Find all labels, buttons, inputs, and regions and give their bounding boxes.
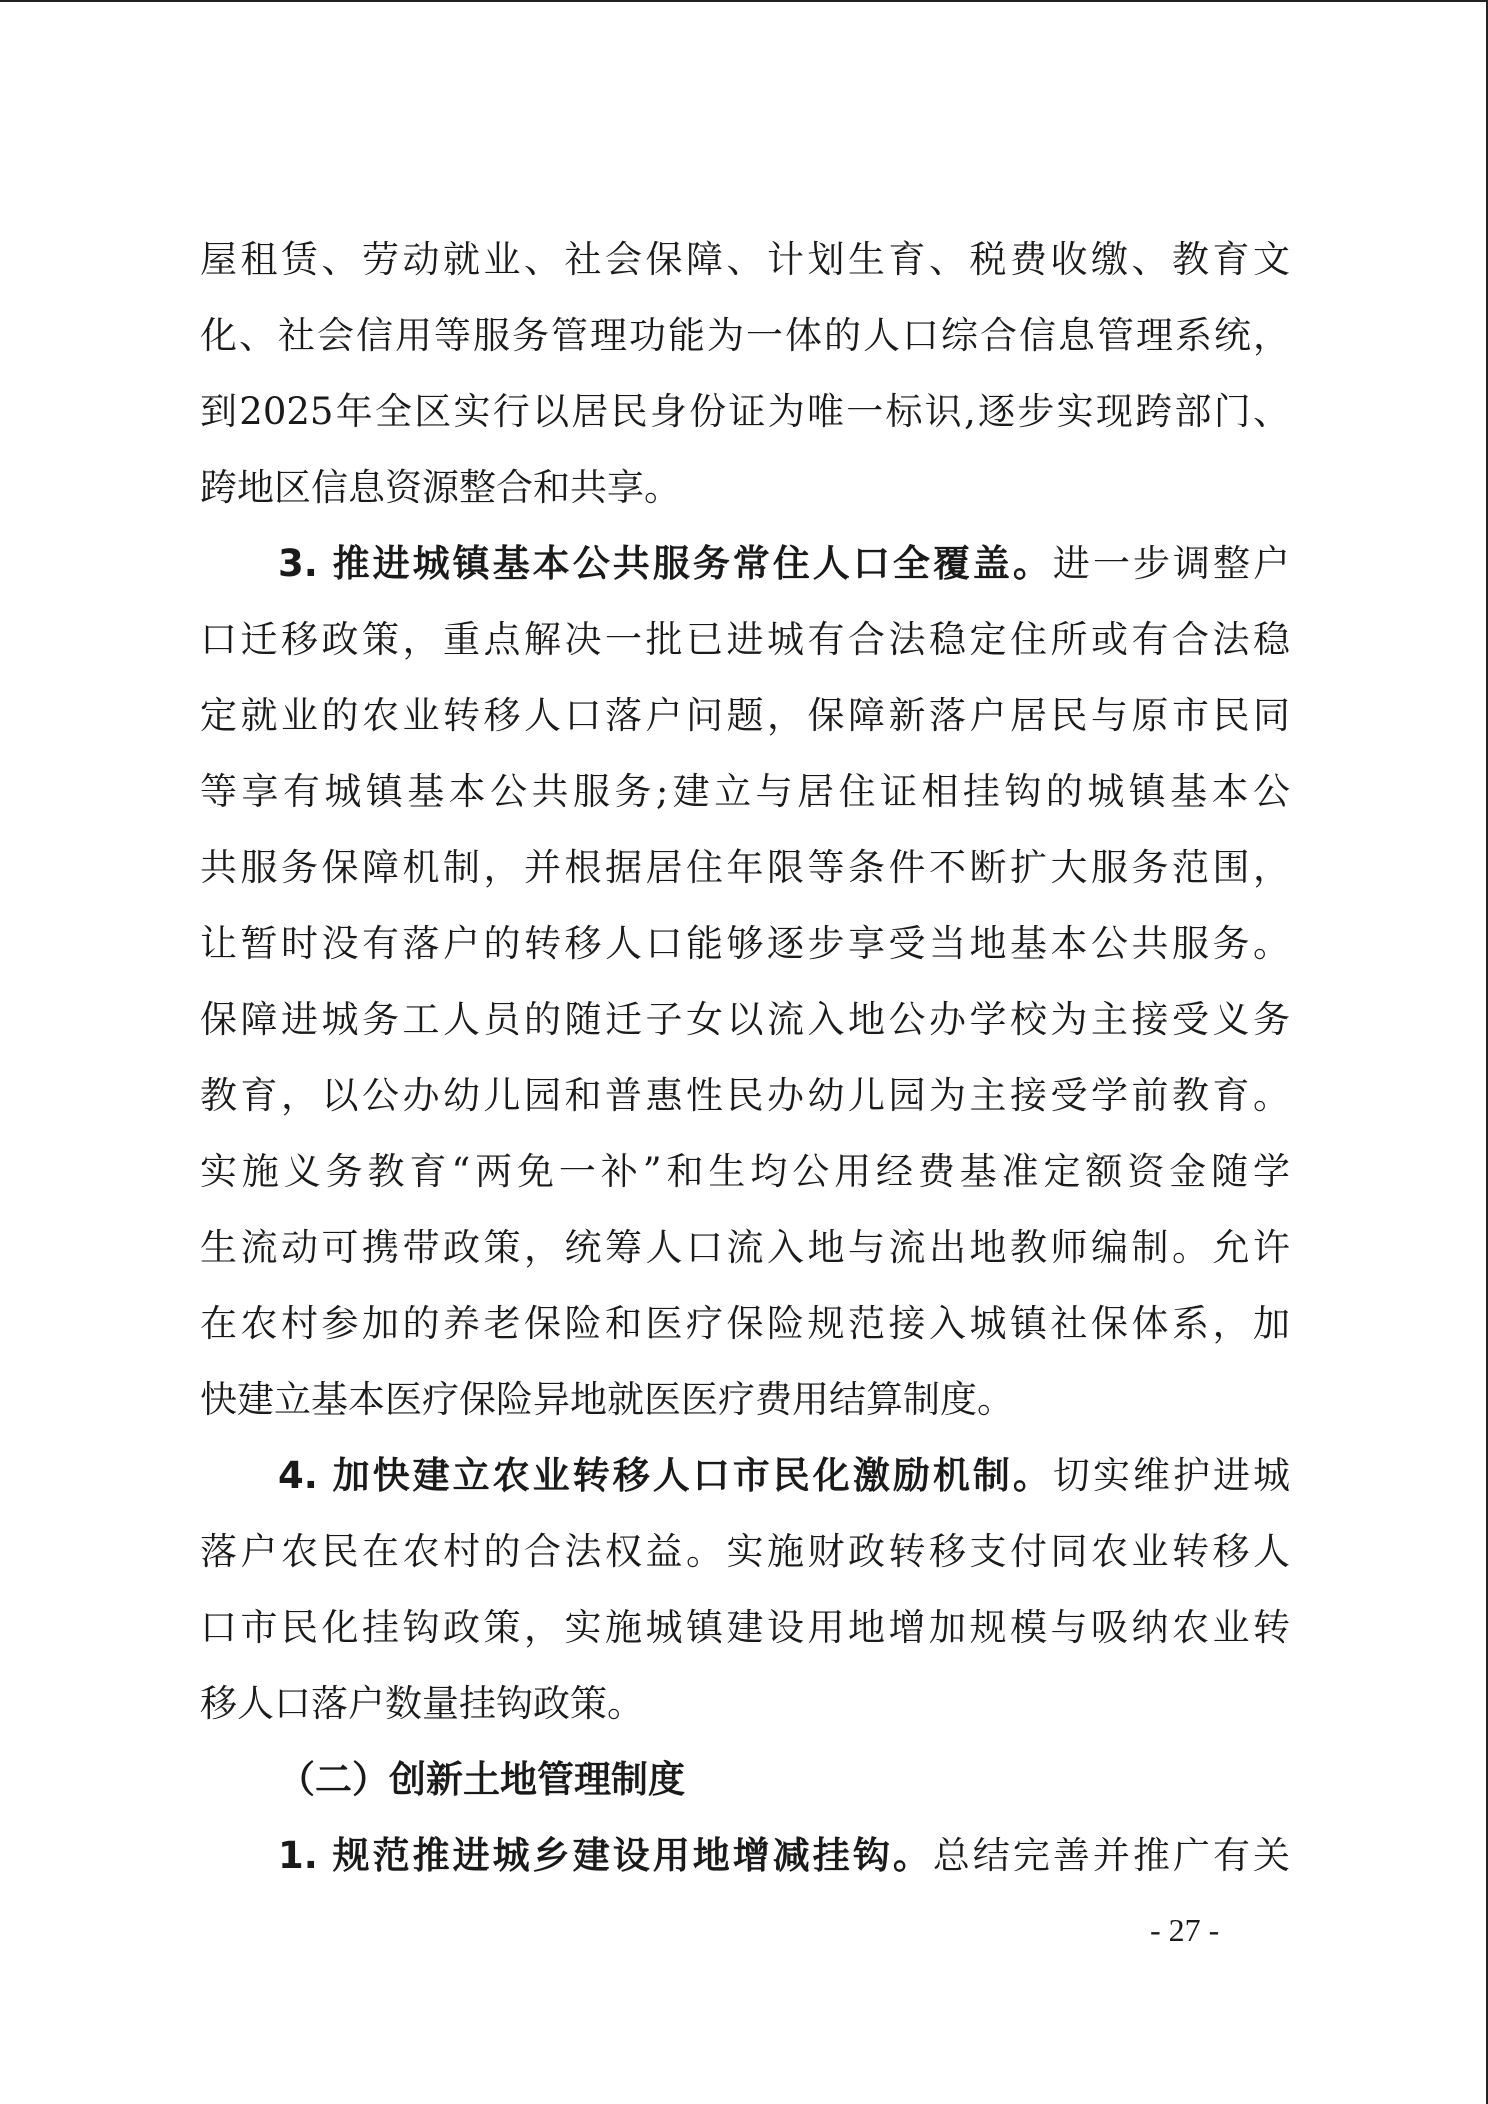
- item-text: 总结完善并推广有关: [932, 1834, 1290, 1877]
- text-line: 跨地区信息资源整合和共享。: [200, 466, 681, 509]
- page-number: - 27 -: [1150, 1912, 1220, 1948]
- text-line: 共服务保障机制，并根据居住年限等条件不断扩大服务范围，: [200, 846, 1290, 889]
- text-line: 快建立基本医疗保险异地就医医疗费用结算制度。: [200, 1378, 1014, 1421]
- text-line: 落户农民在农村的合法权益。实施财政转移支付同农业转移人: [200, 1530, 1290, 1573]
- paragraph-continuation: [200, 222, 1290, 526]
- text-line: 化、社会信用等服务管理功能为一体的人口综合信息管理系统，: [200, 314, 1290, 357]
- text-line: 保障进城务工人员的随迁子女以流入地公办学校为主接受义务: [200, 998, 1290, 1041]
- text-line: 等享有城镇基本公共服务;建立与居住证相挂钩的城镇基本公: [200, 770, 1290, 813]
- text-line: 移人口落户数量挂钩政策。: [200, 1682, 644, 1725]
- item-number: 4.: [278, 1454, 318, 1497]
- section-heading: （二）创新土地管理制度: [278, 1758, 685, 1801]
- text-line: 教育，以公办幼儿园和普惠性民办幼儿园为主接受学前教育。: [200, 1074, 1290, 1117]
- text-line: 屋租赁、劳动就业、社会保障、计划生育、税费收缴、教育文: [200, 238, 1290, 281]
- text-line: 生流动可携带政策，统筹人口流入地与流出地教师编制。允许: [200, 1226, 1290, 1269]
- document-body: [200, 222, 1290, 1894]
- paragraph-first-line: [200, 1818, 1290, 1894]
- item-title: 规范推进城乡建设用地增减挂钩。: [332, 1834, 933, 1877]
- item-number: 3.: [278, 542, 318, 585]
- item-text: 切实维护进城: [1052, 1454, 1291, 1497]
- text-line: 口市民化挂钩政策，实施城镇建设用地增加规模与吸纳农业转: [200, 1606, 1290, 1649]
- paragraph-first-line: [200, 1438, 1290, 1514]
- text-line: 让暂时没有落户的转移人口能够逐步享受当地基本公共服务。: [200, 922, 1290, 965]
- item-text: 进一步调整户: [1052, 542, 1291, 585]
- text-line: 实施义务教育“两免一补”和生均公用经费基准定额资金随学: [200, 1150, 1290, 1193]
- item-number: 1.: [278, 1834, 318, 1877]
- item-title: 推进城镇基本公共服务常住人口全覆盖。: [332, 542, 1053, 585]
- paragraph-item-4: [200, 1438, 1290, 1742]
- item-title: 加快建立农业转移人口市民化激励机制。: [332, 1454, 1053, 1497]
- paragraph-item-1: [200, 1818, 1290, 1894]
- text-line: 到2025年全区实行以居民身份证为唯一标识,逐步实现跨部门、: [200, 390, 1290, 433]
- text-line: 定就业的农业转移人口落户问题，保障新落户居民与原市民同: [200, 694, 1290, 737]
- text-line: 在农村参加的养老保险和医疗保险规范接入城镇社保体系，加: [200, 1302, 1290, 1345]
- paragraph-first-line: [200, 526, 1290, 602]
- paragraph-item-3: [200, 526, 1290, 1438]
- text-line: 口迁移政策，重点解决一批已进城有合法稳定住所或有合法稳: [200, 618, 1290, 661]
